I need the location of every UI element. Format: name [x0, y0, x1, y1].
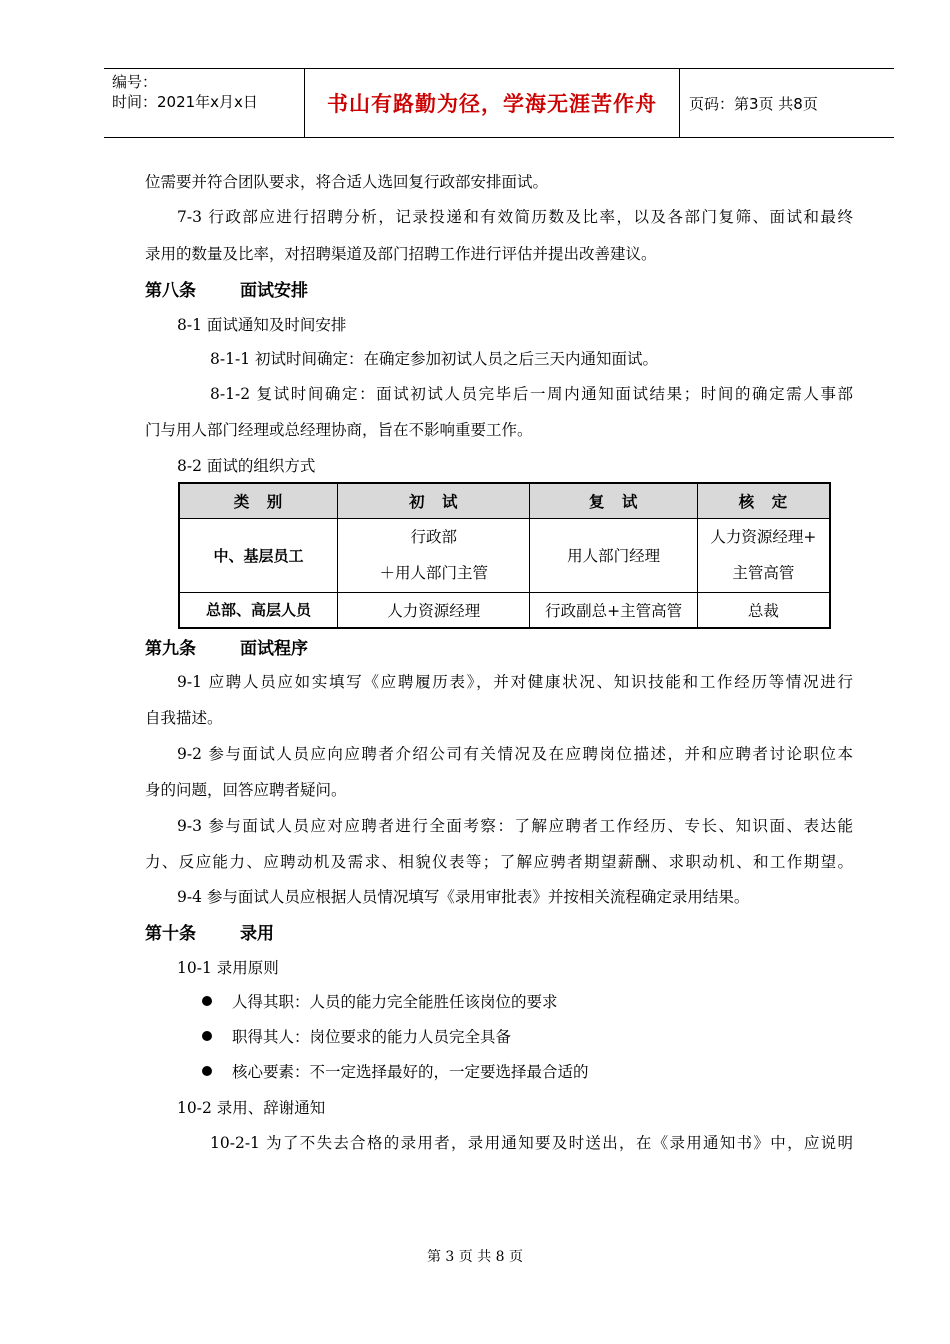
- paragraph-line: 8-1-2 复试时间确定：面试初试人员完毕后一周内通知面试结果；时间的确定需人事部: [210, 385, 853, 403]
- article-number: 第八条: [145, 281, 196, 301]
- section-title: 8-1 面试通知及时间安排: [177, 316, 347, 334]
- section-title: 10-1 录用原则: [177, 959, 279, 977]
- cell-line: ＋用人部门主管: [379, 564, 488, 583]
- list-item-text: 核心要素：不一定选择最好的，一定要选择最合适的: [232, 1063, 589, 1081]
- table-header-cell: 核 定: [697, 483, 830, 519]
- article-title: 面试程序: [240, 639, 308, 659]
- paragraph-line: 9-4 参与面试人员应根据人员情况填写《录用审批表》并按相关流程确定录用结果。: [177, 888, 750, 906]
- paragraph-line: 自我描述。: [145, 709, 223, 727]
- paragraph-line: 门与用人部门经理或总经理协商，旨在不影响重要工作。: [145, 421, 533, 439]
- paragraph-line: 录用的数量及比率，对招聘渠道及部门招聘工作进行评估并提出改善建议。: [145, 245, 657, 263]
- paragraph-line: 9-1 应聘人员应如实填写《应聘履历表》，并对健康状况、知识技能和工作经历等情况进行: [177, 673, 853, 691]
- bullet-icon: [202, 1031, 212, 1041]
- cell-line: 行政部: [410, 528, 457, 547]
- table-cell-approval: 总裁: [697, 592, 830, 628]
- header-motto: 书山有路勤为径，学海无涯苦作舟: [304, 69, 680, 137]
- table-cell-category: 总部、高层人员: [179, 592, 338, 628]
- article-title: 面试安排: [240, 281, 308, 301]
- table-header-cell: 初 试: [338, 483, 530, 519]
- bullet-icon: [202, 1066, 212, 1076]
- paragraph-line: 8-1-1 初试时间确定：在确定参加初试人员之后三天内通知面试。: [210, 350, 658, 368]
- article-number: 第九条: [145, 639, 196, 659]
- table-header-cell: 复 试: [530, 483, 697, 519]
- bullet-icon: [202, 996, 212, 1006]
- section-title: 8-2 面试的组织方式: [177, 457, 316, 475]
- page-header: [104, 68, 894, 138]
- page-footer: 第 3 页 共 8 页: [426, 1249, 524, 1265]
- table-header-cell: 类 别: [179, 483, 338, 519]
- paragraph-line: 9-2 参与面试人员应向应聘者介绍公司有关情况及在应聘岗位描述，并和应聘者讨论职位本: [177, 745, 853, 763]
- interview-organization-table: [178, 482, 831, 629]
- table-cell-category: 中、基层员工: [179, 519, 338, 593]
- table-cell-second-interview: 行政副总+主管高管: [530, 592, 697, 628]
- table-header-row: [179, 483, 830, 519]
- paragraph-line: 7-3 行政部应进行招聘分析，记录投递和有效简历数及比率，以及各部门复筛、面试和最终: [177, 208, 853, 226]
- header-time-label: 时间：2021年x月x日: [112, 93, 258, 111]
- article-title: 录用: [240, 924, 274, 944]
- table-row: [179, 519, 830, 593]
- table-cell-first-interview: 人力资源经理: [338, 592, 530, 628]
- table-row: [179, 592, 830, 628]
- table-cell-approval: [697, 519, 830, 593]
- section-title: 10-2 录用、辞谢通知: [177, 1099, 326, 1117]
- header-number-label: 编号：: [112, 73, 158, 91]
- article-number: 第十条: [145, 924, 196, 944]
- list-item-text: 职得其人：岗位要求的能力人员完全具备: [232, 1028, 512, 1046]
- header-page-code: 页码：第3页 共8页: [689, 94, 818, 113]
- header-info-cell: [104, 69, 304, 137]
- paragraph-line: 10-2-1 为了不失去合格的录用者，录用通知要及时送出，在《录用通知书》中，应说明: [210, 1134, 853, 1152]
- paragraph-line: 位需要并符合团队要求，将合适人选回复行政部安排面试。: [145, 173, 549, 191]
- cell-line: 人力资源经理+: [710, 528, 817, 547]
- paragraph-line: 力、反应能力、应聘动机及需求、相貌仪表等；了解应骋者期望薪酬、求职动机、和工作期望。: [145, 853, 853, 871]
- list-item-text: 人得其职：人员的能力完全能胜任该岗位的要求: [232, 993, 558, 1011]
- paragraph-line: 身的问题，回答应聘者疑问。: [145, 781, 347, 799]
- cell-line: 主管高管: [732, 564, 795, 583]
- table-cell-second-interview: 用人部门经理: [530, 519, 697, 593]
- paragraph-line: 9-3 参与面试人员应对应聘者进行全面考察：了解应聘者工作经历、专长、知识面、表达能: [177, 817, 853, 835]
- table-cell-first-interview: [338, 519, 530, 593]
